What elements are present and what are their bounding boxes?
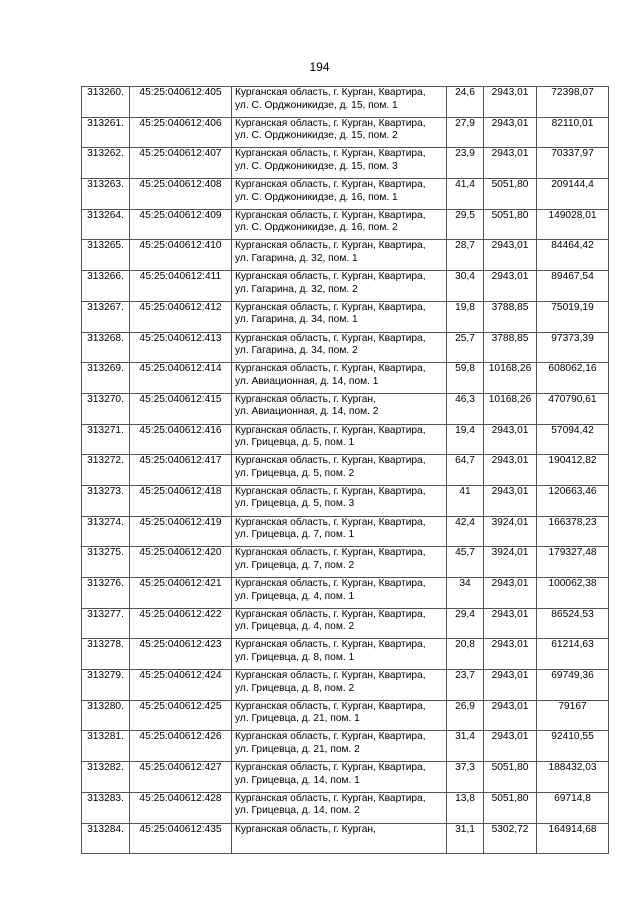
cadastral-number-cell: 45:25:040612:416 xyxy=(130,424,232,455)
address-line-2: ул. С. Орджоникидзе, д. 16, пом. 1 xyxy=(235,191,398,203)
area-cell: 34 xyxy=(447,578,484,609)
area-cell: 29,5 xyxy=(447,209,484,240)
address-cell xyxy=(232,670,447,701)
cadastral-value-cell: 470790,61 xyxy=(537,393,609,424)
cadastral-value-cell: 97373,39 xyxy=(537,332,609,363)
cadastral-value-cell: 82110,01 xyxy=(537,117,609,148)
cadastral-value-cell: 79167 xyxy=(537,700,609,731)
address-line-1: Курганская область, г. Курган, Квартира, xyxy=(235,516,426,528)
address-line-2: ул. Грицевца, д. 8, пом. 1 xyxy=(235,651,355,663)
area-cell: 26,9 xyxy=(447,700,484,731)
cadastral-value-cell: 164914,68 xyxy=(537,823,609,854)
address-cell xyxy=(232,179,447,210)
cadastral-value-cell: 100062,38 xyxy=(537,578,609,609)
table-row xyxy=(82,87,609,118)
rate-cell: 2943,01 xyxy=(484,117,537,148)
table-row xyxy=(82,363,609,394)
address-line-2: ул. Грицевца, д. 21, пом. 2 xyxy=(235,743,360,755)
rate-cell: 2943,01 xyxy=(484,639,537,670)
address-cell xyxy=(232,608,447,639)
address-line-1: Курганская область, г. Курган, Квартира, xyxy=(235,608,426,620)
cadastral-number-cell: 45:25:040612:424 xyxy=(130,670,232,701)
cadastral-value-cell: 84464,42 xyxy=(537,240,609,271)
address-cell xyxy=(232,547,447,578)
cadastral-value-cell: 57094,42 xyxy=(537,424,609,455)
area-cell: 20,8 xyxy=(447,639,484,670)
address-cell xyxy=(232,332,447,363)
address-cell xyxy=(232,148,447,179)
area-cell: 46,3 xyxy=(447,393,484,424)
address-line-2: ул. Грицевца, д. 8, пом. 2 xyxy=(235,682,355,694)
address-cell xyxy=(232,240,447,271)
table-row xyxy=(82,393,609,424)
address-line-2: ул. Грицевца, д. 14, пом. 2 xyxy=(235,805,360,817)
table-row xyxy=(82,301,609,332)
address-line-2: ул. Гагарина, д. 32, пом. 1 xyxy=(235,252,358,264)
address-cell xyxy=(232,639,447,670)
table-row xyxy=(82,148,609,179)
rate-cell: 2943,01 xyxy=(484,731,537,762)
cadastral-value-cell: 120663,46 xyxy=(537,485,609,516)
row-number-cell: 313268. xyxy=(82,332,130,363)
rate-cell: 5051,80 xyxy=(484,762,537,793)
cadastral-number-cell: 45:25:040612:420 xyxy=(130,547,232,578)
address-line-2: ул. Гагарина, д. 34, пом. 2 xyxy=(235,345,358,356)
row-number-cell: 313265. xyxy=(82,240,130,271)
table-row xyxy=(82,240,609,271)
cadastral-number-cell: 45:25:040612:419 xyxy=(130,516,232,547)
address-line-1: Курганская область, г. Курган, Квартира, xyxy=(235,762,426,774)
row-number-cell: 313269. xyxy=(82,363,130,394)
area-cell: 59,8 xyxy=(447,363,484,394)
row-number-cell: 313273. xyxy=(82,485,130,516)
address-cell xyxy=(232,578,447,609)
area-cell: 19,8 xyxy=(447,301,484,332)
address-line-2: ул. Грицевца, д. 4, пом. 2 xyxy=(235,621,355,633)
address-line-2: ул. Грицевца, д. 4, пом. 1 xyxy=(235,590,355,602)
row-number-cell: 313280. xyxy=(82,700,130,731)
cadastral-number-cell: 45:25:040612:409 xyxy=(130,209,232,240)
registry-table xyxy=(81,86,609,854)
address-line-1: Курганская область, г. Курган, Квартира, xyxy=(235,731,426,743)
address-line-1: Курганская область, г. Курган, Квартира, xyxy=(235,700,426,712)
address-cell xyxy=(232,700,447,731)
cadastral-number-cell: 45:25:040612:425 xyxy=(130,700,232,731)
cadastral-value-cell: 190412,82 xyxy=(537,455,609,486)
area-cell: 23,7 xyxy=(447,670,484,701)
cadastral-number-cell: 45:25:040612:414 xyxy=(130,363,232,394)
area-cell: 27,9 xyxy=(447,117,484,148)
row-number-cell: 313260. xyxy=(82,87,130,118)
rate-cell: 2943,01 xyxy=(484,424,537,455)
area-cell: 30,4 xyxy=(447,271,484,302)
address-line-1: Курганская область, г. Курган, Квартира, xyxy=(235,670,426,682)
registry-table-body xyxy=(82,87,609,854)
cadastral-value-cell: 89467,54 xyxy=(537,271,609,302)
address-line-2: ул. Грицевца, д. 7, пом. 1 xyxy=(235,529,355,541)
row-number-cell: 313270. xyxy=(82,393,130,424)
address-cell xyxy=(232,87,447,118)
address-line-2: ул. С. Орджоникидзе, д. 15, пом. 3 xyxy=(235,160,398,172)
address-line-1: Курганская область, г. Курган, Квартира, xyxy=(235,792,426,804)
address-line-1: Курганская область, г. Курган, Квартира, xyxy=(235,424,426,436)
rate-cell: 3788,85 xyxy=(484,332,537,363)
address-line-1: Курганская область, г. Курган, Квартира, xyxy=(235,455,426,467)
cadastral-value-cell: 72398,07 xyxy=(537,87,609,118)
area-cell: 13,8 xyxy=(447,792,484,823)
cadastral-number-cell: 45:25:040612:427 xyxy=(130,762,232,793)
rate-cell: 2943,01 xyxy=(484,87,537,118)
address-line-2: ул. С. Орджоникидзе, д. 15, пом. 2 xyxy=(235,130,398,142)
rate-cell: 5051,80 xyxy=(484,179,537,210)
cadastral-value-cell: 75019,19 xyxy=(537,301,609,332)
cadastral-number-cell: 45:25:040612:422 xyxy=(130,608,232,639)
area-cell: 29,4 xyxy=(447,608,484,639)
cadastral-number-cell: 45:25:040612:428 xyxy=(130,792,232,823)
address-line-1: Курганская область, г. Курган, Квартира, xyxy=(235,301,426,313)
table-row xyxy=(82,670,609,701)
address-line-2: ул. Грицевца, д. 5, пом. 3 xyxy=(235,498,355,510)
row-number-cell: 313279. xyxy=(82,670,130,701)
row-number-cell: 313266. xyxy=(82,271,130,302)
address-line-2: ул. Грицевца, д. 7, пом. 2 xyxy=(235,559,355,571)
rate-cell: 2943,01 xyxy=(484,578,537,609)
row-number-cell: 313283. xyxy=(82,792,130,823)
area-cell: 45,7 xyxy=(447,547,484,578)
table-row xyxy=(82,700,609,731)
row-number-cell: 313281. xyxy=(82,731,130,762)
table-row xyxy=(82,823,609,854)
table-row xyxy=(82,731,609,762)
cadastral-number-cell: 45:25:040612:407 xyxy=(130,148,232,179)
row-number-cell: 313276. xyxy=(82,578,130,609)
address-cell xyxy=(232,485,447,516)
rate-cell: 2943,01 xyxy=(484,455,537,486)
cadastral-number-cell: 45:25:040612:423 xyxy=(130,639,232,670)
table-row xyxy=(82,117,609,148)
address-line-1: Курганская область, г. Курган, Квартира, xyxy=(235,639,426,651)
cadastral-value-cell: 70337,97 xyxy=(537,148,609,179)
address-line-1: Курганская область, г. Курган, Квартира, xyxy=(235,271,426,283)
address-cell xyxy=(232,117,447,148)
rate-cell: 2943,01 xyxy=(484,608,537,639)
row-number-cell: 313261. xyxy=(82,117,130,148)
address-line-2: ул. Гагарина, д. 34, пом. 1 xyxy=(235,314,358,326)
address-line-2: ул. Авиационная, д. 14, пом. 1 xyxy=(235,375,379,387)
rate-cell: 3924,01 xyxy=(484,516,537,547)
rate-cell: 2943,01 xyxy=(484,271,537,302)
table-row xyxy=(82,516,609,547)
cadastral-value-cell: 188432,03 xyxy=(537,762,609,793)
row-number-cell: 313284. xyxy=(82,823,130,854)
area-cell: 37,3 xyxy=(447,762,484,793)
rate-cell: 10168,26 xyxy=(484,393,537,424)
cadastral-number-cell: 45:25:040612:408 xyxy=(130,179,232,210)
address-cell xyxy=(232,424,447,455)
area-cell: 23,9 xyxy=(447,148,484,179)
row-number-cell: 313274. xyxy=(82,516,130,547)
row-number-cell: 313271. xyxy=(82,424,130,455)
address-line-2: ул. Грицевца, д. 5, пом. 1 xyxy=(235,437,355,449)
cadastral-number-cell: 45:25:040612:413 xyxy=(130,332,232,363)
address-cell xyxy=(232,823,447,854)
rate-cell: 5051,80 xyxy=(484,792,537,823)
address-line-2: ул. Гагарина, д. 32, пом. 2 xyxy=(235,283,358,295)
cadastral-value-cell: 149028,01 xyxy=(537,209,609,240)
rate-cell: 3788,85 xyxy=(484,301,537,332)
area-cell: 28,7 xyxy=(447,240,484,271)
rate-cell: 3924,01 xyxy=(484,547,537,578)
cadastral-value-cell: 92410,55 xyxy=(537,731,609,762)
address-line-1: Курганская область, г. Курган, Квартира, xyxy=(235,363,426,375)
cadastral-number-cell: 45:25:040612:417 xyxy=(130,455,232,486)
rate-cell: 2943,01 xyxy=(484,670,537,701)
cadastral-value-cell: 69714,8 xyxy=(537,792,609,823)
address-line-2: ул. Грицевца, д. 21, пом. 1 xyxy=(235,713,360,725)
rate-cell: 2943,01 xyxy=(484,485,537,516)
address-cell xyxy=(232,792,447,823)
address-line-2: ул. Авиационная, д. 14, пом. 2 xyxy=(235,406,379,418)
address-cell xyxy=(232,363,447,394)
area-cell: 64,7 xyxy=(447,455,484,486)
row-number-cell: 313275. xyxy=(82,547,130,578)
address-line-1: Курганская область, г. Курган, Квартира, xyxy=(235,332,426,344)
address-line-1: Курганская область, г. Курган, Квартира, xyxy=(235,240,426,252)
address-cell xyxy=(232,455,447,486)
row-number-cell: 313277. xyxy=(82,608,130,639)
row-number-cell: 313263. xyxy=(82,179,130,210)
address-cell xyxy=(232,731,447,762)
table-row xyxy=(82,455,609,486)
rate-cell: 2943,01 xyxy=(484,700,537,731)
cadastral-number-cell: 45:25:040612:435 xyxy=(130,823,232,854)
table-row xyxy=(82,547,609,578)
address-line-1: Курганская область, г. Курган, Квартира, xyxy=(235,179,426,191)
cadastral-number-cell: 45:25:040612:406 xyxy=(130,117,232,148)
address-cell xyxy=(232,271,447,302)
cadastral-value-cell: 69749,36 xyxy=(537,670,609,701)
table-row xyxy=(82,792,609,823)
table-row xyxy=(82,179,609,210)
address-cell xyxy=(232,209,447,240)
table-row xyxy=(82,578,609,609)
address-line-2: ул. С. Орджоникидзе, д. 15, пом. 1 xyxy=(235,99,398,111)
row-number-cell: 313262. xyxy=(82,148,130,179)
cadastral-value-cell: 61214,63 xyxy=(537,639,609,670)
address-line-1: Курганская область, г. Курган, Квартира, xyxy=(235,209,426,221)
area-cell: 31,1 xyxy=(447,823,484,854)
cadastral-number-cell: 45:25:040612:405 xyxy=(130,87,232,118)
rate-cell: 5302,72 xyxy=(484,823,537,854)
address-line-1: Курганская область, г. Курган, Квартира, xyxy=(235,117,426,129)
row-number-cell: 313267. xyxy=(82,301,130,332)
cadastral-number-cell: 45:25:040612:418 xyxy=(130,485,232,516)
table-row xyxy=(82,424,609,455)
address-line-1: Курганская область, г. Курган, Квартира, xyxy=(235,148,426,160)
area-cell: 42,4 xyxy=(447,516,484,547)
cadastral-number-cell: 45:25:040612:410 xyxy=(130,240,232,271)
address-cell xyxy=(232,762,447,793)
cadastral-number-cell: 45:25:040612:411 xyxy=(130,271,232,302)
row-number-cell: 313278. xyxy=(82,639,130,670)
rate-cell: 5051,80 xyxy=(484,209,537,240)
area-cell: 41,4 xyxy=(447,179,484,210)
area-cell: 24,6 xyxy=(447,87,484,118)
address-line-2: ул. Грицевца, д. 14, пом. 1 xyxy=(235,774,360,786)
cadastral-number-cell: 45:25:040612:412 xyxy=(130,301,232,332)
table-row xyxy=(82,209,609,240)
cadastral-number-cell: 45:25:040612:421 xyxy=(130,578,232,609)
table-row xyxy=(82,271,609,302)
area-cell: 25,7 xyxy=(447,332,484,363)
address-line-1: Курганская область, г. Курган, Квартира, xyxy=(235,547,426,559)
table-row xyxy=(82,639,609,670)
address-cell xyxy=(232,301,447,332)
table-row xyxy=(82,485,609,516)
page-number: 194 xyxy=(309,60,330,74)
table-row xyxy=(82,762,609,793)
address-line-1: Курганская область, г. Курган, xyxy=(235,823,376,835)
cadastral-value-cell: 608062,16 xyxy=(537,363,609,394)
cadastral-value-cell: 179327,48 xyxy=(537,547,609,578)
rate-cell: 10168,26 xyxy=(484,363,537,394)
area-cell: 41 xyxy=(447,485,484,516)
cadastral-value-cell: 209144,4 xyxy=(537,179,609,210)
address-line-1: Курганская область, г. Курган, Квартира, xyxy=(235,485,426,497)
rate-cell: 2943,01 xyxy=(484,148,537,179)
table-row xyxy=(82,332,609,363)
address-cell xyxy=(232,393,447,424)
address-cell xyxy=(232,516,447,547)
address-line-1: Курганская область, г. Курган, Квартира, xyxy=(235,87,426,98)
cadastral-value-cell: 166378,23 xyxy=(537,516,609,547)
row-number-cell: 313272. xyxy=(82,455,130,486)
area-cell: 19,4 xyxy=(447,424,484,455)
address-line-1: Курганская область, г. Курган, xyxy=(235,393,376,405)
table-row xyxy=(82,608,609,639)
cadastral-number-cell: 45:25:040612:415 xyxy=(130,393,232,424)
row-number-cell: 313282. xyxy=(82,762,130,793)
cadastral-number-cell: 45:25:040612:426 xyxy=(130,731,232,762)
area-cell: 31,4 xyxy=(447,731,484,762)
row-number-cell: 313264. xyxy=(82,209,130,240)
cadastral-value-cell: 86524,53 xyxy=(537,608,609,639)
rate-cell: 2943,01 xyxy=(484,240,537,271)
address-line-1: Курганская область, г. Курган, Квартира, xyxy=(235,578,426,589)
address-line-2: ул. С. Орджоникидзе, д. 16, пом. 2 xyxy=(235,222,398,234)
address-line-2: ул. Грицевца, д. 5, пом. 2 xyxy=(235,467,355,479)
